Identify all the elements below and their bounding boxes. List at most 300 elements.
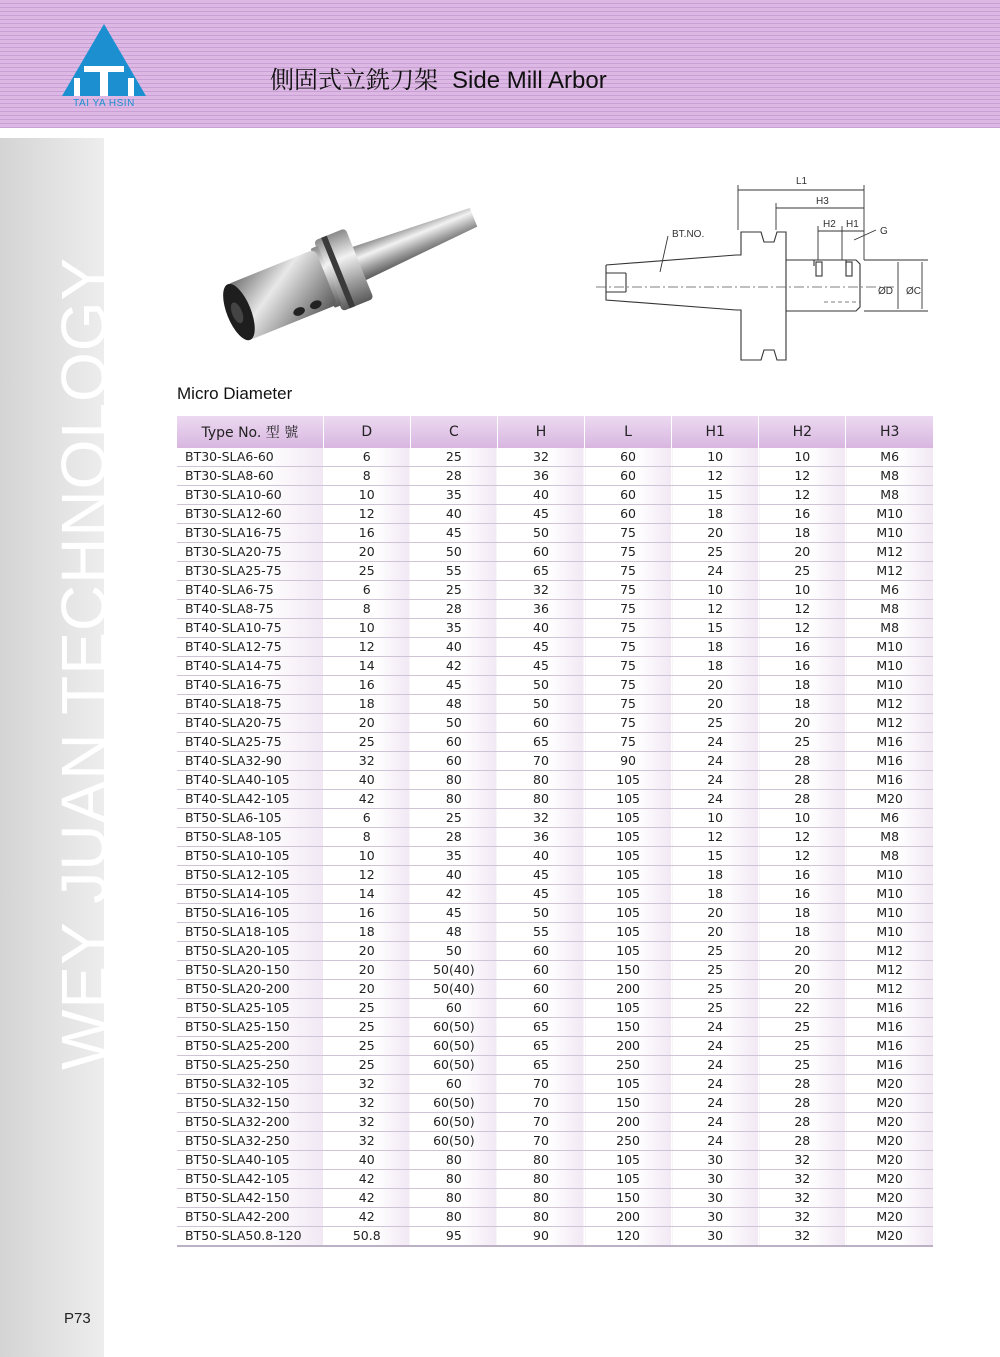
cell-l: 60 [585, 505, 672, 524]
cell-l: 105 [585, 866, 672, 885]
cell-l: 105 [585, 999, 672, 1018]
cell-l: 105 [585, 790, 672, 809]
cell-d: 16 [323, 904, 410, 923]
cell-c: 50(40) [410, 961, 497, 980]
cell-h2: 16 [759, 638, 846, 657]
cell-h: 45 [497, 885, 584, 904]
cell-type: BT40-SLA12-75 [177, 638, 323, 657]
cell-h1: 20 [672, 904, 759, 923]
cell-c: 50(40) [410, 980, 497, 999]
table-row [177, 695, 933, 714]
cell-h3: M8 [846, 467, 933, 486]
cell-type: BT40-SLA40-105 [177, 771, 323, 790]
table-row [177, 714, 933, 733]
table-row [177, 847, 933, 866]
cell-h1: 24 [672, 752, 759, 771]
cell-h2: 20 [759, 961, 846, 980]
cell-h: 60 [497, 942, 584, 961]
cell-l: 150 [585, 1094, 672, 1113]
cell-type: BT40-SLA20-75 [177, 714, 323, 733]
table-row [177, 904, 933, 923]
cell-c: 42 [410, 885, 497, 904]
cell-d: 40 [323, 771, 410, 790]
cell-l: 105 [585, 1075, 672, 1094]
header-h1: H1 [672, 416, 759, 448]
cell-h: 32 [497, 809, 584, 828]
cell-h2: 32 [759, 1208, 846, 1227]
cell-h3: M10 [846, 866, 933, 885]
cell-d: 12 [323, 866, 410, 885]
logo-text: TAI YA HSIN [73, 98, 135, 109]
cell-h2: 12 [759, 600, 846, 619]
cell-c: 50 [410, 543, 497, 562]
cell-h2: 16 [759, 885, 846, 904]
cell-h1: 25 [672, 980, 759, 999]
cell-d: 25 [323, 1037, 410, 1056]
cell-h2: 18 [759, 695, 846, 714]
cell-d: 8 [323, 828, 410, 847]
table-row [177, 1094, 933, 1113]
table-row [177, 771, 933, 790]
cell-h: 60 [497, 543, 584, 562]
cell-h2: 10 [759, 448, 846, 467]
cell-h2: 20 [759, 543, 846, 562]
table-row [177, 657, 933, 676]
table-row [177, 1227, 933, 1247]
cell-c: 25 [410, 581, 497, 600]
table-row [177, 752, 933, 771]
cell-h1: 30 [672, 1189, 759, 1208]
cell-h: 45 [497, 866, 584, 885]
cell-h1: 10 [672, 448, 759, 467]
cell-h: 70 [497, 1075, 584, 1094]
cell-type: BT50-SLA25-200 [177, 1037, 323, 1056]
cell-h2: 12 [759, 467, 846, 486]
cell-c: 45 [410, 904, 497, 923]
cell-d: 32 [323, 1075, 410, 1094]
cell-type: BT30-SLA16-75 [177, 524, 323, 543]
cell-h: 70 [497, 1094, 584, 1113]
cell-c: 48 [410, 923, 497, 942]
cell-h: 32 [497, 448, 584, 467]
page-number: P73 [64, 1310, 91, 1327]
cell-h2: 20 [759, 714, 846, 733]
cell-h2: 16 [759, 657, 846, 676]
cell-h3: M20 [846, 1170, 933, 1189]
cell-type: BT40-SLA16-75 [177, 676, 323, 695]
table-row [177, 467, 933, 486]
table-row [177, 1170, 933, 1189]
table-row [177, 1018, 933, 1037]
cell-c: 80 [410, 1189, 497, 1208]
cell-type: BT50-SLA32-150 [177, 1094, 323, 1113]
cell-h: 65 [497, 1056, 584, 1075]
cell-h2: 28 [759, 1113, 846, 1132]
cell-h: 45 [497, 638, 584, 657]
header-h2: H2 [759, 416, 846, 448]
cell-d: 6 [323, 581, 410, 600]
cell-h3: M12 [846, 562, 933, 581]
cell-h1: 25 [672, 942, 759, 961]
cell-l: 150 [585, 961, 672, 980]
table-row [177, 562, 933, 581]
cell-h3: M16 [846, 752, 933, 771]
cell-c: 48 [410, 695, 497, 714]
cell-l: 75 [585, 562, 672, 581]
cell-type: BT50-SLA20-200 [177, 980, 323, 999]
cell-h2: 22 [759, 999, 846, 1018]
cell-type: BT50-SLA12-105 [177, 866, 323, 885]
cell-d: 25 [323, 1018, 410, 1037]
cell-h: 65 [497, 562, 584, 581]
cell-l: 105 [585, 1170, 672, 1189]
cell-c: 60(50) [410, 1094, 497, 1113]
cell-l: 75 [585, 638, 672, 657]
cell-h2: 25 [759, 1037, 846, 1056]
cell-c: 60(50) [410, 1037, 497, 1056]
table-row [177, 866, 933, 885]
cell-type: BT30-SLA8-60 [177, 467, 323, 486]
cell-h: 80 [497, 790, 584, 809]
header-c: C [410, 416, 497, 448]
cell-h1: 24 [672, 1056, 759, 1075]
cell-c: 40 [410, 866, 497, 885]
cell-l: 75 [585, 657, 672, 676]
cell-h3: M16 [846, 999, 933, 1018]
cell-h3: M10 [846, 923, 933, 942]
cell-h3: M12 [846, 961, 933, 980]
header-h3: H3 [846, 416, 933, 448]
table-row [177, 1056, 933, 1075]
cell-c: 28 [410, 600, 497, 619]
cell-c: 60(50) [410, 1018, 497, 1037]
cell-h3: M8 [846, 847, 933, 866]
cell-h3: M12 [846, 980, 933, 999]
cell-h1: 18 [672, 505, 759, 524]
cell-type: BT50-SLA25-250 [177, 1056, 323, 1075]
cell-d: 32 [323, 1113, 410, 1132]
table-row [177, 1189, 933, 1208]
cell-h1: 20 [672, 695, 759, 714]
cell-type: BT40-SLA6-75 [177, 581, 323, 600]
cell-c: 55 [410, 562, 497, 581]
cell-h2: 16 [759, 505, 846, 524]
cell-h1: 30 [672, 1227, 759, 1247]
table-row [177, 600, 933, 619]
table-row [177, 1208, 933, 1227]
cell-h3: M16 [846, 771, 933, 790]
label-l1: L1 [796, 176, 808, 187]
cell-l: 200 [585, 1113, 672, 1132]
dimension-drawing-icon [596, 170, 946, 370]
cell-type: BT50-SLA6-105 [177, 809, 323, 828]
cell-c: 40 [410, 638, 497, 657]
cell-c: 28 [410, 467, 497, 486]
cell-l: 105 [585, 828, 672, 847]
cell-type: BT50-SLA20-105 [177, 942, 323, 961]
cell-h1: 24 [672, 790, 759, 809]
cell-c: 42 [410, 657, 497, 676]
table-row [177, 885, 933, 904]
cell-l: 75 [585, 695, 672, 714]
cell-d: 16 [323, 524, 410, 543]
cell-d: 10 [323, 619, 410, 638]
cell-h3: M20 [846, 1208, 933, 1227]
cell-l: 75 [585, 619, 672, 638]
cell-h2: 20 [759, 980, 846, 999]
cell-c: 60(50) [410, 1056, 497, 1075]
cell-d: 25 [323, 1056, 410, 1075]
table-row [177, 980, 933, 999]
header-type-no: Type No. 型 號 [177, 416, 323, 448]
table-row [177, 638, 933, 657]
cell-h1: 30 [672, 1208, 759, 1227]
cell-h3: M10 [846, 638, 933, 657]
cell-type: BT30-SLA20-75 [177, 543, 323, 562]
cell-h: 80 [497, 1170, 584, 1189]
cell-d: 20 [323, 714, 410, 733]
table-row [177, 961, 933, 980]
cell-h: 80 [497, 1151, 584, 1170]
cell-d: 20 [323, 942, 410, 961]
cell-h: 40 [497, 486, 584, 505]
cell-h: 36 [497, 467, 584, 486]
cell-type: BT50-SLA20-150 [177, 961, 323, 980]
cell-type: BT50-SLA16-105 [177, 904, 323, 923]
header-h: H [497, 416, 584, 448]
cell-type: BT40-SLA14-75 [177, 657, 323, 676]
cell-h: 65 [497, 1018, 584, 1037]
cell-h3: M10 [846, 676, 933, 695]
cell-h2: 25 [759, 1056, 846, 1075]
cell-c: 60 [410, 999, 497, 1018]
cell-h3: M20 [846, 790, 933, 809]
cell-type: BT50-SLA25-150 [177, 1018, 323, 1037]
cell-d: 40 [323, 1151, 410, 1170]
cell-d: 42 [323, 1170, 410, 1189]
cell-d: 12 [323, 505, 410, 524]
table-row [177, 828, 933, 847]
cell-d: 14 [323, 657, 410, 676]
table-row [177, 923, 933, 942]
spec-table [177, 416, 933, 1247]
cell-h3: M10 [846, 885, 933, 904]
cell-h2: 18 [759, 923, 846, 942]
cell-h1: 18 [672, 657, 759, 676]
cell-h: 45 [497, 657, 584, 676]
cell-h3: M20 [846, 1189, 933, 1208]
cell-h: 40 [497, 847, 584, 866]
cell-h: 36 [497, 600, 584, 619]
table-row [177, 942, 933, 961]
cell-h1: 12 [672, 467, 759, 486]
cell-h3: M16 [846, 1018, 933, 1037]
cell-h2: 32 [759, 1189, 846, 1208]
cell-c: 25 [410, 448, 497, 467]
cell-c: 60(50) [410, 1132, 497, 1151]
cell-h1: 24 [672, 1113, 759, 1132]
cell-d: 18 [323, 923, 410, 942]
cell-type: BT50-SLA32-200 [177, 1113, 323, 1132]
cell-type: BT40-SLA8-75 [177, 600, 323, 619]
cell-h: 50 [497, 904, 584, 923]
table-header-row [177, 416, 933, 448]
label-bt-no: BT.NO. [672, 229, 705, 240]
cell-c: 60 [410, 733, 497, 752]
cell-d: 16 [323, 676, 410, 695]
cell-l: 60 [585, 448, 672, 467]
cell-type: BT50-SLA32-105 [177, 1075, 323, 1094]
table-row [177, 1037, 933, 1056]
table-row [177, 1151, 933, 1170]
cell-l: 105 [585, 847, 672, 866]
cell-d: 6 [323, 448, 410, 467]
cell-h2: 32 [759, 1227, 846, 1247]
cell-l: 75 [585, 524, 672, 543]
cell-h2: 28 [759, 771, 846, 790]
cell-l: 200 [585, 980, 672, 999]
cell-type: BT50-SLA42-150 [177, 1189, 323, 1208]
cell-type: BT50-SLA10-105 [177, 847, 323, 866]
cell-h3: M12 [846, 714, 933, 733]
cell-d: 14 [323, 885, 410, 904]
cell-h: 32 [497, 581, 584, 600]
cell-h2: 18 [759, 676, 846, 695]
cell-h2: 18 [759, 904, 846, 923]
cell-c: 45 [410, 524, 497, 543]
table-row [177, 676, 933, 695]
cell-type: BT50-SLA50.8-120 [177, 1227, 323, 1247]
cell-h: 45 [497, 505, 584, 524]
cell-type: BT30-SLA6-60 [177, 448, 323, 467]
cell-type: BT50-SLA42-105 [177, 1170, 323, 1189]
cell-h3: M16 [846, 733, 933, 752]
table-row [177, 505, 933, 524]
cell-c: 80 [410, 790, 497, 809]
vertical-brand-text: WEY JUAN TECHNOLOGY [48, 256, 120, 1070]
cell-d: 20 [323, 980, 410, 999]
cell-h2: 28 [759, 790, 846, 809]
cell-h1: 24 [672, 562, 759, 581]
cell-h3: M8 [846, 486, 933, 505]
cell-type: BT50-SLA32-250 [177, 1132, 323, 1151]
cell-h1: 24 [672, 1018, 759, 1037]
cell-h2: 28 [759, 1094, 846, 1113]
cell-h2: 12 [759, 486, 846, 505]
cell-h1: 15 [672, 619, 759, 638]
cell-h3: M12 [846, 942, 933, 961]
cell-h1: 10 [672, 809, 759, 828]
cell-h1: 25 [672, 714, 759, 733]
cell-h: 90 [497, 1227, 584, 1247]
cell-h1: 20 [672, 923, 759, 942]
cell-d: 25 [323, 999, 410, 1018]
cell-h: 65 [497, 733, 584, 752]
cell-h2: 12 [759, 847, 846, 866]
cell-c: 25 [410, 809, 497, 828]
label-g: G [880, 226, 888, 237]
cell-h: 80 [497, 1189, 584, 1208]
cell-h: 70 [497, 1132, 584, 1151]
table-row [177, 619, 933, 638]
section-title: Micro Diameter [177, 384, 293, 403]
cell-type: BT30-SLA10-60 [177, 486, 323, 505]
cell-c: 80 [410, 1151, 497, 1170]
cell-c: 60 [410, 752, 497, 771]
cell-h1: 18 [672, 638, 759, 657]
cell-l: 60 [585, 467, 672, 486]
cell-h1: 30 [672, 1151, 759, 1170]
arbor-photo-icon [208, 178, 498, 353]
cell-h1: 15 [672, 486, 759, 505]
table-row [177, 790, 933, 809]
cell-c: 35 [410, 847, 497, 866]
title-chinese: 側固式立銑刀架 [270, 66, 438, 94]
cell-c: 80 [410, 1208, 497, 1227]
cell-c: 95 [410, 1227, 497, 1247]
cell-h2: 28 [759, 1075, 846, 1094]
cell-h1: 24 [672, 1075, 759, 1094]
cell-type: BT40-SLA32-90 [177, 752, 323, 771]
cell-h: 65 [497, 1037, 584, 1056]
cell-type: BT50-SLA18-105 [177, 923, 323, 942]
cell-h3: M16 [846, 1037, 933, 1056]
cell-h1: 20 [672, 524, 759, 543]
cell-h2: 25 [759, 562, 846, 581]
cell-h2: 20 [759, 942, 846, 961]
cell-c: 50 [410, 942, 497, 961]
cell-h3: M10 [846, 505, 933, 524]
cell-h3: M6 [846, 809, 933, 828]
cell-type: BT50-SLA40-105 [177, 1151, 323, 1170]
cell-h: 36 [497, 828, 584, 847]
cell-type: BT40-SLA25-75 [177, 733, 323, 752]
cell-h: 60 [497, 980, 584, 999]
cell-h1: 18 [672, 885, 759, 904]
cell-d: 8 [323, 600, 410, 619]
cell-type: BT50-SLA14-105 [177, 885, 323, 904]
cell-h2: 16 [759, 866, 846, 885]
cell-l: 105 [585, 923, 672, 942]
table-row [177, 543, 933, 562]
cell-h3: M10 [846, 524, 933, 543]
cell-type: BT40-SLA10-75 [177, 619, 323, 638]
technical-drawing [596, 170, 946, 370]
label-oc: ØC [906, 286, 921, 297]
cell-d: 10 [323, 847, 410, 866]
cell-h3: M8 [846, 600, 933, 619]
cell-l: 150 [585, 1018, 672, 1037]
cell-h: 50 [497, 524, 584, 543]
page-title [270, 60, 607, 95]
cell-l: 60 [585, 486, 672, 505]
cell-d: 32 [323, 1132, 410, 1151]
cell-type: BT40-SLA18-75 [177, 695, 323, 714]
cell-h2: 32 [759, 1170, 846, 1189]
cell-h1: 24 [672, 771, 759, 790]
cell-c: 60 [410, 1075, 497, 1094]
cell-d: 20 [323, 961, 410, 980]
label-h2: H2 [823, 219, 836, 230]
cell-c: 35 [410, 619, 497, 638]
logo-mark-icon [60, 22, 148, 100]
cell-l: 105 [585, 885, 672, 904]
cell-d: 42 [323, 790, 410, 809]
cell-l: 90 [585, 752, 672, 771]
cell-l: 150 [585, 1189, 672, 1208]
cell-h1: 12 [672, 600, 759, 619]
cell-h3: M8 [846, 619, 933, 638]
